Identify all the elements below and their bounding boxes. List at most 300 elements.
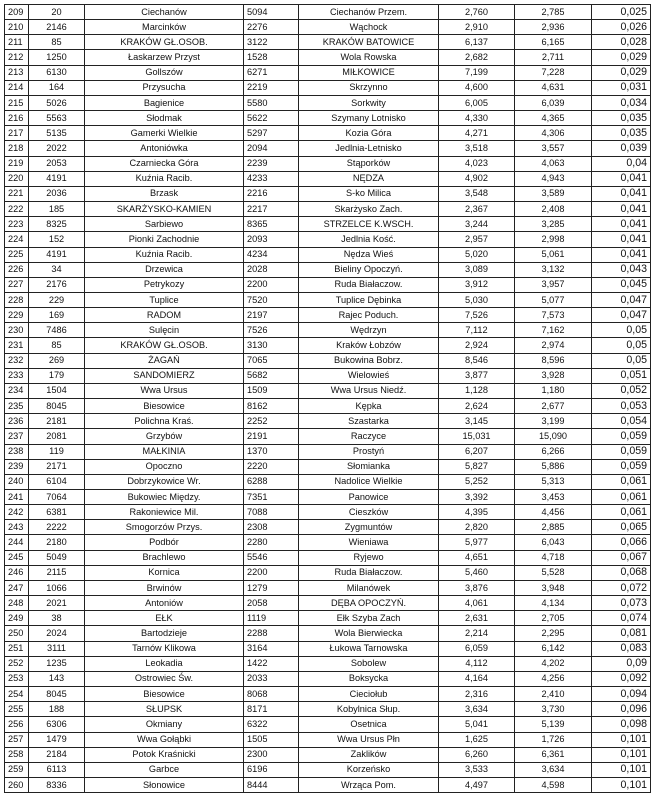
difference-cell: 0,026 (592, 20, 651, 35)
to-code-cell: 8365 (244, 217, 299, 232)
difference-cell: 0,05 (592, 338, 651, 353)
from-code-cell: 8045 (29, 687, 85, 702)
distance-table (4, 4, 651, 793)
table-row (5, 323, 651, 338)
table-row (5, 171, 651, 186)
from-code-cell: 38 (29, 611, 85, 626)
table-row (5, 292, 651, 307)
table-row (5, 35, 651, 50)
from-code-cell: 6104 (29, 474, 85, 489)
from-code-cell: 85 (29, 35, 85, 50)
table-row (5, 429, 651, 444)
table-row (5, 80, 651, 95)
km-to-cell: 1,726 (515, 732, 592, 747)
from-code-cell: 229 (29, 292, 85, 307)
km-from-cell: 4,497 (439, 777, 515, 792)
from-station-cell: Biesowice (85, 687, 244, 702)
difference-cell: 0,041 (592, 171, 651, 186)
to-code-cell: 6322 (244, 717, 299, 732)
from-station-cell: Drzewica (85, 262, 244, 277)
km-to-cell: 5,077 (515, 292, 592, 307)
to-code-cell: 7351 (244, 490, 299, 505)
from-code-cell: 119 (29, 444, 85, 459)
difference-cell: 0,039 (592, 141, 651, 156)
difference-cell: 0,041 (592, 202, 651, 217)
row-number-cell: 239 (5, 459, 29, 474)
difference-cell: 0,092 (592, 671, 651, 686)
km-from-cell: 2,924 (439, 338, 515, 353)
from-code-cell: 1479 (29, 732, 85, 747)
km-from-cell: 2,820 (439, 520, 515, 535)
to-code-cell: 2308 (244, 520, 299, 535)
to-code-cell: 1505 (244, 732, 299, 747)
row-number-cell: 259 (5, 762, 29, 777)
km-to-cell: 7,228 (515, 65, 592, 80)
from-station-cell: Tarnów Klikowa (85, 641, 244, 656)
to-code-cell: 1119 (244, 611, 299, 626)
km-to-cell: 3,589 (515, 186, 592, 201)
to-station-cell: Nędza Wieś (299, 247, 439, 262)
row-number-cell: 229 (5, 308, 29, 323)
table-row (5, 65, 651, 80)
from-code-cell: 20 (29, 5, 85, 20)
km-to-cell: 2,705 (515, 611, 592, 626)
from-station-cell: Petrykozy (85, 277, 244, 292)
to-station-cell: Bukowina Bobrz. (299, 353, 439, 368)
km-to-cell: 5,528 (515, 565, 592, 580)
from-code-cell: 4191 (29, 247, 85, 262)
km-from-cell: 5,252 (439, 474, 515, 489)
table-row (5, 368, 651, 383)
difference-cell: 0,041 (592, 217, 651, 232)
km-from-cell: 2,910 (439, 20, 515, 35)
from-code-cell: 2022 (29, 141, 85, 156)
difference-cell: 0,061 (592, 474, 651, 489)
row-number-cell: 238 (5, 444, 29, 459)
to-code-cell: 3130 (244, 338, 299, 353)
to-code-cell: 5546 (244, 550, 299, 565)
to-code-cell: 2094 (244, 141, 299, 156)
from-station-cell: Bukowiec Między. (85, 490, 244, 505)
km-from-cell: 4,112 (439, 656, 515, 671)
to-code-cell: 7065 (244, 353, 299, 368)
row-number-cell: 219 (5, 156, 29, 171)
from-station-cell: Wwa Gołąbki (85, 732, 244, 747)
from-code-cell: 6381 (29, 505, 85, 520)
km-from-cell: 5,020 (439, 247, 515, 262)
from-station-cell: Przysucha (85, 80, 244, 95)
from-station-cell: Ostrowiec Św. (85, 671, 244, 686)
from-station-cell: Smogorzów Przys. (85, 520, 244, 535)
km-to-cell: 3,948 (515, 580, 592, 595)
to-code-cell: 2058 (244, 596, 299, 611)
km-from-cell: 3,548 (439, 186, 515, 201)
km-to-cell: 2,711 (515, 50, 592, 65)
km-to-cell: 6,266 (515, 444, 592, 459)
to-code-cell: 2280 (244, 535, 299, 550)
km-to-cell: 4,306 (515, 126, 592, 141)
km-to-cell: 7,162 (515, 323, 592, 338)
from-code-cell: 169 (29, 308, 85, 323)
from-code-cell: 188 (29, 702, 85, 717)
from-station-cell: Podbór (85, 535, 244, 550)
table-row (5, 141, 651, 156)
from-station-cell: Brwinów (85, 580, 244, 595)
km-to-cell: 2,410 (515, 687, 592, 702)
row-number-cell: 234 (5, 383, 29, 398)
km-to-cell: 3,634 (515, 762, 592, 777)
from-code-cell: 1504 (29, 383, 85, 398)
row-number-cell: 212 (5, 50, 29, 65)
from-code-cell: 2021 (29, 596, 85, 611)
to-station-cell: NĘDZA (299, 171, 439, 186)
difference-cell: 0,041 (592, 232, 651, 247)
from-code-cell: 2181 (29, 414, 85, 429)
to-station-cell: Wędrzyn (299, 323, 439, 338)
km-from-cell: 3,876 (439, 580, 515, 595)
row-number-cell: 227 (5, 277, 29, 292)
to-station-cell: Milanówek (299, 580, 439, 595)
to-station-cell: Szastarka (299, 414, 439, 429)
to-code-cell: 2288 (244, 626, 299, 641)
from-station-cell: Łaskarzew Przyst (85, 50, 244, 65)
from-station-cell: Gollszów (85, 65, 244, 80)
km-to-cell: 2,677 (515, 399, 592, 414)
row-number-cell: 241 (5, 490, 29, 505)
to-code-cell: 2239 (244, 156, 299, 171)
to-station-cell: Ciechanów Przem. (299, 5, 439, 20)
row-number-cell: 225 (5, 247, 29, 262)
from-station-cell: Polichna Kraś. (85, 414, 244, 429)
km-from-cell: 3,518 (439, 141, 515, 156)
to-code-cell: 2217 (244, 202, 299, 217)
table-row (5, 717, 651, 732)
difference-cell: 0,053 (592, 399, 651, 414)
row-number-cell: 240 (5, 474, 29, 489)
km-to-cell: 5,886 (515, 459, 592, 474)
to-station-cell: Cieszków (299, 505, 439, 520)
km-from-cell: 4,651 (439, 550, 515, 565)
km-from-cell: 7,526 (439, 308, 515, 323)
to-code-cell: 5297 (244, 126, 299, 141)
table-row (5, 641, 651, 656)
to-code-cell: 2200 (244, 277, 299, 292)
row-number-cell: 235 (5, 399, 29, 414)
km-from-cell: 2,957 (439, 232, 515, 247)
from-code-cell: 2053 (29, 156, 85, 171)
row-number-cell: 223 (5, 217, 29, 232)
km-to-cell: 2,974 (515, 338, 592, 353)
from-station-cell: KRAKÓW GŁ.OSOB. (85, 35, 244, 50)
from-station-cell: Biesowice (85, 399, 244, 414)
difference-cell: 0,072 (592, 580, 651, 595)
to-code-cell: 2093 (244, 232, 299, 247)
table-row (5, 399, 651, 414)
difference-cell: 0,052 (592, 383, 651, 398)
km-to-cell: 3,957 (515, 277, 592, 292)
row-number-cell: 220 (5, 171, 29, 186)
km-to-cell: 5,061 (515, 247, 592, 262)
to-code-cell: 1528 (244, 50, 299, 65)
difference-cell: 0,034 (592, 95, 651, 110)
km-to-cell: 6,142 (515, 641, 592, 656)
from-station-cell: ŻAGAŃ (85, 353, 244, 368)
row-number-cell: 248 (5, 596, 29, 611)
row-number-cell: 237 (5, 429, 29, 444)
km-from-cell: 6,137 (439, 35, 515, 50)
to-code-cell: 8068 (244, 687, 299, 702)
from-station-cell: RADOM (85, 308, 244, 323)
table-row (5, 186, 651, 201)
row-number-cell: 236 (5, 414, 29, 429)
from-station-cell: Gamerki Wielkie (85, 126, 244, 141)
table-row (5, 156, 651, 171)
to-code-cell: 6196 (244, 762, 299, 777)
table-row (5, 747, 651, 762)
difference-cell: 0,028 (592, 35, 651, 50)
to-code-cell: 1422 (244, 656, 299, 671)
difference-cell: 0,047 (592, 308, 651, 323)
row-number-cell: 218 (5, 141, 29, 156)
km-from-cell: 6,260 (439, 747, 515, 762)
to-station-cell: Boksycka (299, 671, 439, 686)
from-code-cell: 1066 (29, 580, 85, 595)
to-station-cell: Panowice (299, 490, 439, 505)
difference-cell: 0,094 (592, 687, 651, 702)
km-to-cell: 3,928 (515, 368, 592, 383)
from-station-cell: Kornica (85, 565, 244, 580)
km-from-cell: 2,316 (439, 687, 515, 702)
difference-cell: 0,04 (592, 156, 651, 171)
from-station-cell: Sulęcin (85, 323, 244, 338)
km-to-cell: 2,785 (515, 5, 592, 20)
table-row (5, 702, 651, 717)
from-station-cell: MAŁKINIA (85, 444, 244, 459)
to-code-cell: 2033 (244, 671, 299, 686)
from-code-cell: 8336 (29, 777, 85, 792)
from-code-cell: 34 (29, 262, 85, 277)
km-from-cell: 4,600 (439, 80, 515, 95)
to-station-cell: Jedlnia-Letnisko (299, 141, 439, 156)
km-to-cell: 3,132 (515, 262, 592, 277)
from-station-cell: Kuźnia Racib. (85, 171, 244, 186)
km-from-cell: 3,533 (439, 762, 515, 777)
difference-cell: 0,031 (592, 80, 651, 95)
km-to-cell: 1,180 (515, 383, 592, 398)
table-row (5, 611, 651, 626)
row-number-cell: 232 (5, 353, 29, 368)
difference-cell: 0,101 (592, 747, 651, 762)
table-row (5, 505, 651, 520)
km-from-cell: 2,214 (439, 626, 515, 641)
difference-cell: 0,061 (592, 490, 651, 505)
to-station-cell: Zygmuntów (299, 520, 439, 535)
difference-cell: 0,035 (592, 126, 651, 141)
from-code-cell: 1250 (29, 50, 85, 65)
km-to-cell: 4,202 (515, 656, 592, 671)
difference-cell: 0,059 (592, 444, 651, 459)
from-code-cell: 2222 (29, 520, 85, 535)
row-number-cell: 230 (5, 323, 29, 338)
km-to-cell: 4,063 (515, 156, 592, 171)
from-code-cell: 2176 (29, 277, 85, 292)
to-station-cell: DĘBA OPOCZYŃ. (299, 596, 439, 611)
from-code-cell: 5135 (29, 126, 85, 141)
km-to-cell: 2,885 (515, 520, 592, 535)
row-number-cell: 215 (5, 95, 29, 110)
table-row (5, 732, 651, 747)
from-station-cell: EŁK (85, 611, 244, 626)
difference-cell: 0,074 (592, 611, 651, 626)
row-number-cell: 251 (5, 641, 29, 656)
difference-cell: 0,051 (592, 368, 651, 383)
table-row (5, 126, 651, 141)
to-station-cell: Wola Rowska (299, 50, 439, 65)
table-row (5, 580, 651, 595)
to-station-cell: Nadolice Wielkie (299, 474, 439, 489)
difference-cell: 0,043 (592, 262, 651, 277)
difference-cell: 0,041 (592, 247, 651, 262)
km-to-cell: 7,573 (515, 308, 592, 323)
row-number-cell: 245 (5, 550, 29, 565)
difference-cell: 0,098 (592, 717, 651, 732)
from-code-cell: 179 (29, 368, 85, 383)
from-code-cell: 85 (29, 338, 85, 353)
from-code-cell: 8045 (29, 399, 85, 414)
table-row (5, 535, 651, 550)
from-code-cell: 2146 (29, 20, 85, 35)
from-station-cell: Garbce (85, 762, 244, 777)
table-row (5, 656, 651, 671)
table-row (5, 414, 651, 429)
from-code-cell: 3111 (29, 641, 85, 656)
from-station-cell: SKARŻYSKO-KAMIEN (85, 202, 244, 217)
difference-cell: 0,025 (592, 5, 651, 20)
from-code-cell: 5026 (29, 95, 85, 110)
to-code-cell: 2216 (244, 186, 299, 201)
to-station-cell: MIŁKOWICE (299, 65, 439, 80)
to-station-cell: Wrząca Pom. (299, 777, 439, 792)
to-code-cell: 5622 (244, 111, 299, 126)
table-row (5, 520, 651, 535)
km-from-cell: 1,625 (439, 732, 515, 747)
to-station-cell: KRAKÓW BATOWICE (299, 35, 439, 50)
from-station-cell: Czarniecka Góra (85, 156, 244, 171)
difference-cell: 0,035 (592, 111, 651, 126)
row-number-cell: 209 (5, 5, 29, 20)
km-to-cell: 4,365 (515, 111, 592, 126)
to-station-cell: Łukowa Tarnowska (299, 641, 439, 656)
from-station-cell: KRAKÓW GŁ.OSOB. (85, 338, 244, 353)
table-row (5, 50, 651, 65)
to-code-cell: 5094 (244, 5, 299, 20)
from-station-cell: Słonowice (85, 777, 244, 792)
from-station-cell: Bartodzieje (85, 626, 244, 641)
from-code-cell: 2171 (29, 459, 85, 474)
km-to-cell: 4,256 (515, 671, 592, 686)
km-from-cell: 6,207 (439, 444, 515, 459)
difference-cell: 0,101 (592, 762, 651, 777)
to-code-cell: 8162 (244, 399, 299, 414)
km-from-cell: 3,634 (439, 702, 515, 717)
from-station-cell: Rakoniewice Mil. (85, 505, 244, 520)
to-station-cell: Korzeńsko (299, 762, 439, 777)
table-row (5, 262, 651, 277)
to-station-cell: Wieniawa (299, 535, 439, 550)
km-from-cell: 7,112 (439, 323, 515, 338)
row-number-cell: 243 (5, 520, 29, 535)
km-from-cell: 4,061 (439, 596, 515, 611)
from-code-cell: 6306 (29, 717, 85, 732)
difference-cell: 0,059 (592, 429, 651, 444)
from-station-cell: Brachlewo (85, 550, 244, 565)
row-number-cell: 214 (5, 80, 29, 95)
km-to-cell: 4,598 (515, 777, 592, 792)
to-code-cell: 2200 (244, 565, 299, 580)
to-code-cell: 2191 (244, 429, 299, 444)
table-row (5, 626, 651, 641)
to-station-cell: Skarżysko Zach. (299, 202, 439, 217)
difference-cell: 0,066 (592, 535, 651, 550)
row-number-cell: 253 (5, 671, 29, 686)
table-row (5, 338, 651, 353)
km-from-cell: 4,330 (439, 111, 515, 126)
km-to-cell: 6,361 (515, 747, 592, 762)
to-code-cell: 7088 (244, 505, 299, 520)
to-station-cell: Wola Bierwiecka (299, 626, 439, 641)
table-row (5, 232, 651, 247)
km-from-cell: 5,041 (439, 717, 515, 732)
from-code-cell: 6130 (29, 65, 85, 80)
km-from-cell: 2,760 (439, 5, 515, 20)
table-row (5, 383, 651, 398)
table-row (5, 308, 651, 323)
km-to-cell: 2,936 (515, 20, 592, 35)
row-number-cell: 244 (5, 535, 29, 550)
from-code-cell: 2024 (29, 626, 85, 641)
row-number-cell: 224 (5, 232, 29, 247)
from-code-cell: 5049 (29, 550, 85, 565)
km-to-cell: 6,043 (515, 535, 592, 550)
difference-cell: 0,101 (592, 777, 651, 792)
to-code-cell: 2220 (244, 459, 299, 474)
from-code-cell: 1235 (29, 656, 85, 671)
to-code-cell: 6271 (244, 65, 299, 80)
difference-cell: 0,061 (592, 505, 651, 520)
row-number-cell: 249 (5, 611, 29, 626)
km-from-cell: 4,164 (439, 671, 515, 686)
km-to-cell: 5,313 (515, 474, 592, 489)
table-row (5, 762, 651, 777)
from-station-cell: SANDOMIERZ (85, 368, 244, 383)
from-code-cell: 2115 (29, 565, 85, 580)
to-code-cell: 1370 (244, 444, 299, 459)
table-row (5, 671, 651, 686)
row-number-cell: 246 (5, 565, 29, 580)
from-station-cell: Słodmak (85, 111, 244, 126)
km-from-cell: 3,877 (439, 368, 515, 383)
table-row (5, 247, 651, 262)
difference-cell: 0,047 (592, 292, 651, 307)
difference-cell: 0,065 (592, 520, 651, 535)
km-from-cell: 3,244 (439, 217, 515, 232)
to-code-cell: 2300 (244, 747, 299, 762)
difference-cell: 0,067 (592, 550, 651, 565)
from-station-cell: Kuźnia Racib. (85, 247, 244, 262)
to-station-cell: STRZELCE K.WSCH. (299, 217, 439, 232)
difference-cell: 0,029 (592, 50, 651, 65)
from-code-cell: 8325 (29, 217, 85, 232)
